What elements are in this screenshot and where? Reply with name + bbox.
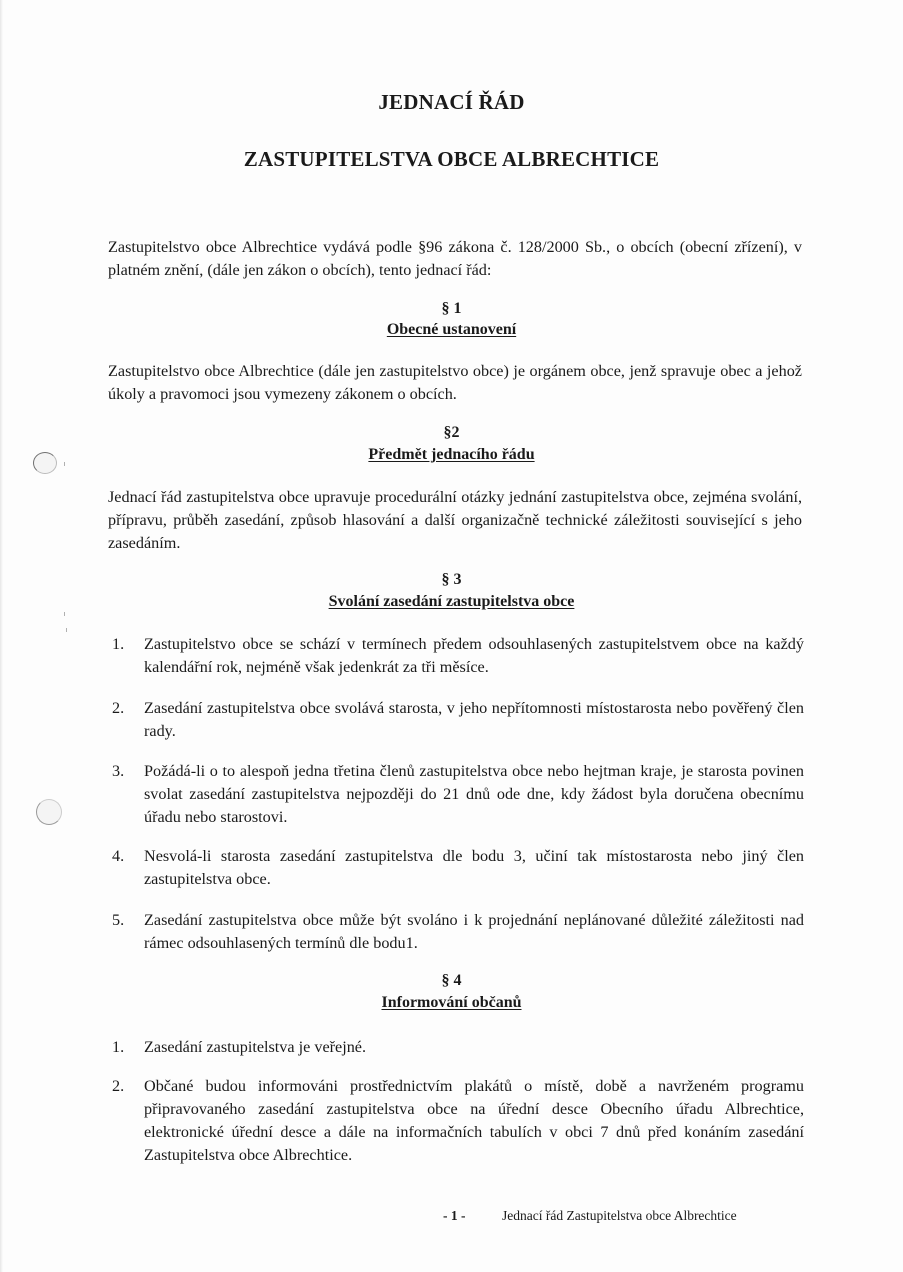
- section-number: § 4: [441, 972, 462, 989]
- section-heading-text: Předmět jednacího řádu: [368, 446, 535, 463]
- section-paragraph: Jednací řád zastupitelstva obce upravuje procedurální otázky jednání zastupitelstva obce, zejména svolání, přípravu, průběh zasedání, způsob hlasování a další organizačně technické záležitosti související s jeho zasedáním.: [108, 488, 802, 552]
- section-heading-text: Obecné ustanovení: [386, 321, 517, 338]
- page-edge-shadow: [0, 0, 3, 1272]
- punch-hole-icon: [36, 799, 62, 825]
- document-title: JEDNACÍ ŘÁD: [378, 90, 525, 114]
- list-item-text: Nesvolá-li starosta zasedání zastupitelstva dle bodu 3, učiní tak místostarosta nebo jiný člen zastupitelstva obce.: [144, 847, 804, 888]
- section-number: §2: [443, 424, 460, 441]
- footer-page-number: - 1 -: [443, 1208, 466, 1223]
- list-item-number: 4.: [112, 847, 125, 865]
- scan-speck: [66, 628, 67, 632]
- list-item-number: 1.: [112, 1038, 125, 1056]
- section-heading: [0, 994, 903, 1012]
- list-item-text: Zasedání zastupitelstva je veřejné.: [144, 1038, 367, 1056]
- list-item-text: Občané budou informováni prostřednictvím plakátů o místě, době a navrženém programu připravovaného zasedání zastupitelstva obce na úřední desce Obecního úřadu Albrechtice, elektronické úřední desce a dále na informačních tabulích v obci 7 dnů před konáním zasedání Zastupitelstva obce Albrechtice.: [144, 1077, 804, 1164]
- section-heading-text: Svolání zasedání zastupitelstva obce: [328, 593, 575, 610]
- document-subtitle: ZASTUPITELSTVA OBCE ALBRECHTICE: [243, 147, 660, 171]
- section-paragraph: Zastupitelstvo obce Albrechtice (dále jen zastupitelstvo obce) je orgánem obce, jenž spravuje obec a jehož úkoly a pravomoci jsou vymezeny zákonem o obcích.: [108, 362, 802, 403]
- list-item-text: Zasedání zastupitelstva obce může být svoláno i k projednání neplánované důležité záležitosti nad rámec odsouhlasených termínů dle bodu1.: [144, 911, 804, 952]
- list-item-number: 5.: [112, 911, 125, 929]
- section-heading: [0, 446, 903, 464]
- section-heading: [0, 593, 903, 611]
- section-number: § 3: [441, 571, 462, 588]
- list-item-number: 2.: [112, 699, 125, 717]
- list-item-text: Požádá-li o to alespoň jedna třetina členů zastupitelstva obce nebo hejtman kraje, je starosta povinen svolat zasedání zastupitelstva nejpozději do 21 dnů ode dne, kdy žádost byla doručena obecnímu úřadu nebo starostovi.: [144, 762, 804, 826]
- list-item-number: 1.: [112, 635, 125, 653]
- scan-speck: [64, 612, 65, 616]
- list-item-text: Zastupitelstvo obce se schází v termínech předem odsouhlasených zastupitelstvem obce na každý kalendářní rok, nejméně však jedenkrát za tři měsíce.: [144, 635, 804, 676]
- footer-title: Jednací řád Zastupitelstva obce Albrechtice: [502, 1208, 737, 1223]
- list-item-text: Zasedání zastupitelstva obce svolává starosta, v jeho nepřítomnosti místostarosta nebo pověřený člen rady.: [144, 699, 804, 740]
- section-number: § 1: [441, 300, 462, 317]
- intro-paragraph: Zastupitelstvo obce Albrechtice vydává podle §96 zákona č. 128/2000 Sb., o obcích (obecní zřízení), v platném znění, (dále jen zákon o obcích), tento jednací řád:: [108, 238, 802, 279]
- list-item-number: 2.: [112, 1077, 125, 1095]
- section-heading: [0, 321, 903, 339]
- list-item-number: 3.: [112, 762, 125, 780]
- section-heading-text: Informování občanů: [381, 994, 522, 1011]
